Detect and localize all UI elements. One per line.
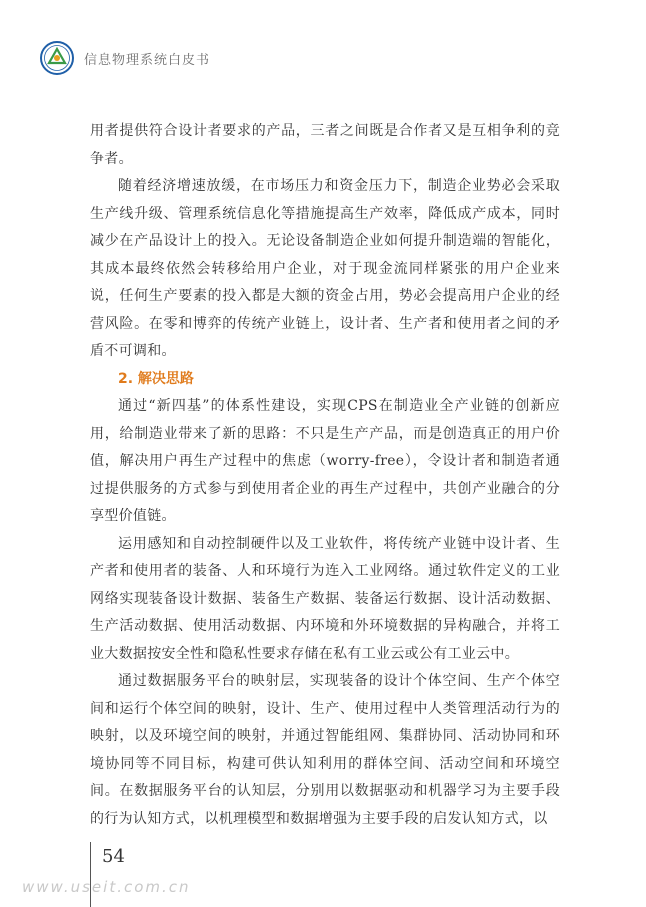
paragraph-3: 通过“新四基”的体系性建设，实现CPS在制造业全产业链的创新应用，给制造业带来了新的思路：不只是生产产品，而是创造真正的用户价值，解决用户再生产过程中的焦虑（worry-free），令设计者和制造者通过提供服务的方式参与到使用者企业的再生产过程中，共创产业融合的分享型价值链。: [90, 398, 560, 524]
document-title: 信息物理系统白皮书: [84, 52, 211, 68]
page-number: 54: [102, 846, 125, 867]
cps-logo-icon: [40, 41, 74, 75]
paragraph-5: 通过数据服务平台的映射层，实现装备的设计个体空间、生产个体空间和运行个体空间的映射，设计、生产、使用过程中人类管理活动行为的映射，以及环境空间的映射，并通过智能组网、集群协同、活动协同和环境协同等不同目标，构建可供认知利用的群体空间、活动空间和环境空间。在数据服务平台的认知层，分别用以数据驱动和机器学习为主要手段的行为认知方式，以机理模型和数据增强为主要手段的启发认知方式，以: [90, 673, 560, 827]
page-header: [40, 40, 210, 76]
watermark: www.useit.com.cn: [22, 878, 191, 896]
paragraph-2: 随着经济增速放缓，在市场压力和资金压力下，制造企业势必会采取生产线升级、管理系统信息化等措施提高生产效率，降低成产成本，同时减少在产品设计上的投入。无论设备制造企业如何提升制造端的智能化，其成本最终依然会转移给用户企业，对于现金流同样紧张的用户企业来说，任何生产要素的投入都是大额的资金占用，势必会提高用户企业的经营风险。在零和博弈的传统产业链上，设计者、生产者和使用者之间的矛盾不可调和。: [90, 178, 560, 359]
section-heading: 2. 解决思路: [118, 370, 194, 387]
paragraph-4: 运用感知和自动控制硬件以及工业软件，将传统产业链中设计者、生产者和使用者的装备、人和环境行为连入工业网络。通过软件定义的工业网络实现装备设计数据、装备生产数据、装备运行数据、设计活动数据、生产活动数据、使用活动数据、内环境和外环境数据的异构融合，并将工业大数据按安全性和隐私性要求存储在私有工业云或公有工业云中。: [90, 535, 560, 662]
paragraph-1: 用者提供符合设计者要求的产品，三者之间既是合作者又是互相争利的竞争者。: [90, 123, 560, 167]
footer-divider: [90, 842, 91, 907]
body-text: [90, 118, 560, 833]
